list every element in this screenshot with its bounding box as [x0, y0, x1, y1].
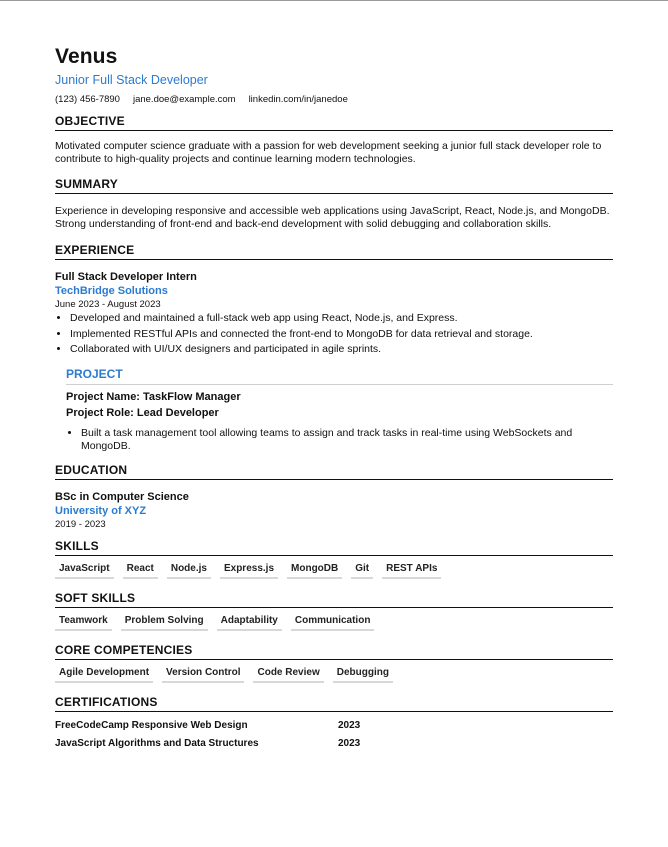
contact-linkedin: linkedin.com/in/janedoe [248, 94, 348, 105]
certification-name: FreeCodeCamp Responsive Web Design [55, 720, 248, 732]
job-title-headline: Junior Full Stack Developer [55, 73, 208, 87]
certification-row [55, 719, 613, 732]
competency-tag: Version Control [162, 666, 244, 683]
certification-row [55, 737, 613, 750]
objective-text: Motivated computer science graduate with a passion for web development seeking a junior full stack developer role to contribute to high-quality projects and continue learning modern technologies. [55, 140, 602, 165]
project-heading: PROJECT [66, 367, 613, 385]
section-heading-experience: EXPERIENCE [55, 243, 613, 260]
core-competencies-section [55, 643, 613, 683]
section-heading-skills: SKILLS [55, 539, 613, 556]
competency-tag: Debugging [333, 666, 393, 683]
competency-tags [55, 666, 613, 683]
skills-section [55, 539, 613, 579]
skill-tag: React [123, 562, 158, 579]
competency-tag: Code Review [253, 666, 323, 683]
skill-tag: JavaScript [55, 562, 114, 579]
skill-tag: MongoDB [287, 562, 342, 579]
contact-email: jane.doe@example.com [132, 94, 236, 105]
certification-year: 2023 [338, 738, 361, 750]
skill-tag: REST APIs [382, 562, 441, 579]
competency-tag: Agile Development [55, 666, 153, 683]
skill-tag: Express.js [220, 562, 278, 579]
experience-entry [55, 270, 613, 356]
project-block [66, 367, 613, 453]
soft-skill-tag: Problem Solving [121, 614, 208, 631]
project-name: Project Name: TaskFlow Manager [66, 391, 241, 404]
experience-bullets [55, 312, 613, 356]
certifications-section [55, 695, 613, 750]
education-dates: 2019 - 2023 [55, 519, 106, 531]
experience-bullet: • Implemented RESTful APIs and connected the front-end to MongoDB for data retrieval and storage. [70, 328, 613, 341]
objective-section [55, 114, 613, 166]
experience-dates: June 2023 - August 2023 [55, 299, 161, 310]
soft-skill-tag: Adaptability [217, 614, 282, 631]
experience-bullet: • Collaborated with UI/UX designers and participated in agile sprints. [70, 343, 613, 356]
project-role: Project Role: Lead Developer [66, 407, 219, 420]
experience-company: TechBridge Solutions [55, 285, 168, 297]
soft-skill-tag: Teamwork [55, 614, 112, 631]
candidate-name: Venus [55, 45, 118, 68]
skills-tags [55, 562, 613, 579]
contact-line [55, 94, 613, 106]
resume-page [0, 1, 668, 750]
education-section [55, 463, 613, 531]
contact-phone: (123) 456-7890 [55, 94, 120, 105]
section-heading-certifications: CERTIFICATIONS [55, 695, 613, 712]
experience-section [55, 243, 613, 453]
section-heading-core-competencies: CORE COMPETENCIES [55, 643, 613, 660]
soft-skills-tags [55, 614, 613, 631]
experience-bullet: • Developed and maintained a full-stack web app using React, Node.js, and Express. [70, 312, 613, 325]
summary-text: Experience in developing responsive and accessible web applications using JavaScript, React, Node.js, and MongoDB. Strong understanding of front-end and back-end development with solid debugging and collaboration skills. [55, 205, 610, 230]
section-heading-education: EDUCATION [55, 463, 613, 480]
skill-tag: Git [351, 562, 373, 579]
skill-tag: Node.js [167, 562, 211, 579]
project-bullets [66, 427, 613, 453]
section-heading-objective: OBJECTIVE [55, 114, 613, 131]
soft-skill-tag: Communication [291, 614, 375, 631]
education-school: University of XYZ [55, 505, 147, 518]
section-heading-summary: SUMMARY [55, 177, 613, 194]
education-degree: BSc in Computer Science [55, 491, 189, 504]
section-heading-soft-skills: SOFT SKILLS [55, 591, 613, 608]
experience-job-title: Full Stack Developer Intern [55, 271, 197, 283]
project-bullet: • Built a task management tool allowing teams to assign and track tasks in real-time using WebSockets and MongoDB. [81, 427, 613, 453]
education-entry [55, 490, 613, 531]
summary-section [55, 177, 613, 231]
certification-year: 2023 [338, 720, 361, 732]
certifications-list [55, 719, 613, 750]
soft-skills-section [55, 591, 613, 631]
certification-name: JavaScript Algorithms and Data Structures [55, 738, 259, 750]
